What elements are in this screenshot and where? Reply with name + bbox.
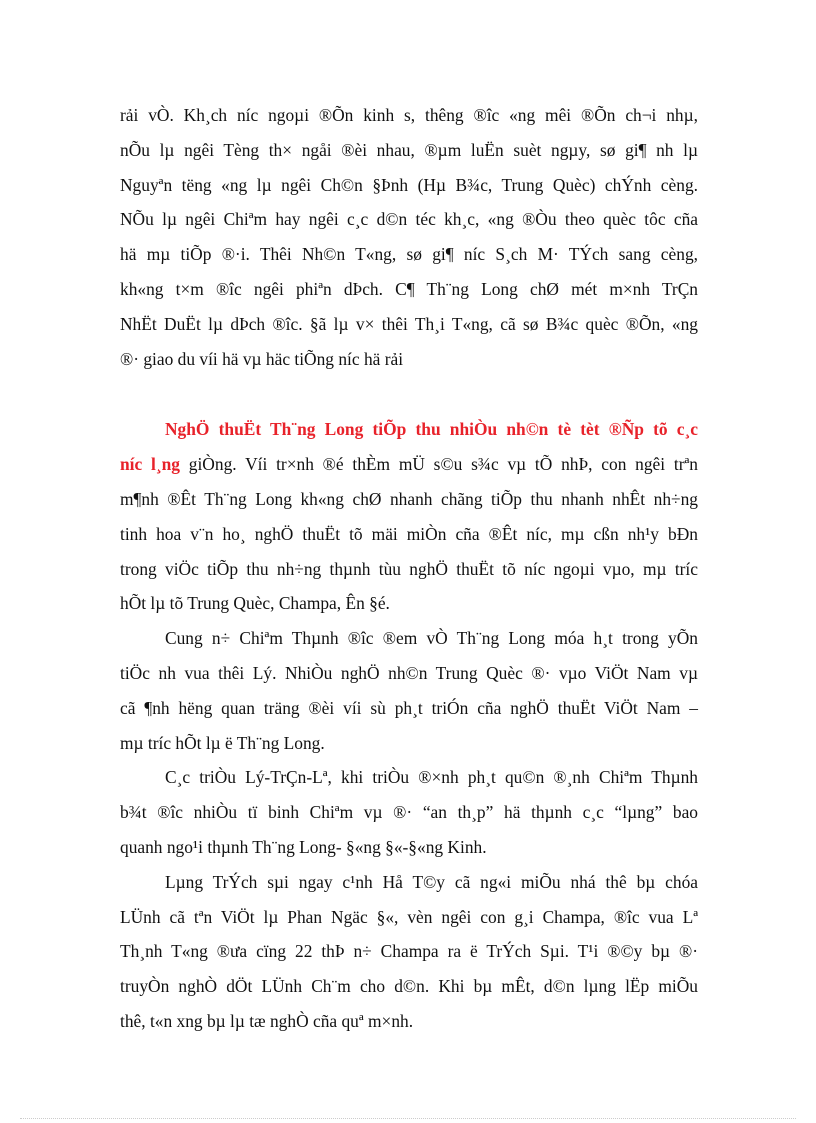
text-continuation: giÒng. Víi tr×nh ®é thÈm mÜ s©u s¾c vµ tÕ nhÞ, con ngêi trªn xyxy=(188,454,699,475)
highlighted-heading-text: níc l¸ng xyxy=(120,454,180,475)
text-line: nÕu lµ ngêi Tèng th× ngåi ®èi nhau, ®µm luËn suèt ngµy, sø gi¶ nh lµ xyxy=(120,139,698,160)
text-line: Cung n÷ Chiªm Thµnh ®îc ®em vÒ Th¨ng Long móa h¸t trong yÕn xyxy=(165,628,698,649)
paragraph-1 xyxy=(120,98,698,376)
text-line: C¸c triÒu Lý-TrÇn-Lª, khi triÒu ®×nh ph¸t qu©n ®¸nh Chiªm Thµnh xyxy=(165,767,698,788)
text-line: Nguyªn tëng «ng lµ ngêi Ch©n §Þnh (Hµ B¾c, Trung Quèc) chÝnh cèng. xyxy=(120,174,698,195)
text-line: rải vÒ. Kh¸ch níc ngoµi ®Õn kinh s, thêng ®îc «ng mêi ®Õn ch¬i nhµ, xyxy=(120,105,698,125)
text-line: mµ tríc hÕt lµ ë Th¨ng Long. xyxy=(120,732,325,753)
text-line: quanh ngo¹i thµnh Th¨ng Long- §«ng §«-§«ng Kinh. xyxy=(120,836,487,857)
text-line: trong viÖc tiÕp thu nh÷ng thµnh tùu nghÖ thuËt tõ níc ngoµi vµo, mµ tríc xyxy=(120,558,698,579)
text-line: Th¸nh T«ng ®ưa cïng 22 thÞ n÷ Champa ra ë TrÝch Sµi. T¹i ®©y bµ ®· xyxy=(120,941,698,962)
text-line: truyÒn nghÒ dÖt LÜnh Ch¨m cho d©n. Khi bµ mÊt, d©n lµng lËp miÕu xyxy=(120,976,698,997)
highlighted-heading-text: NghÖ thuËt Th¨ng Long tiÕp thu nhiÒu nh©n tè tèt ®Ñp tõ c¸c xyxy=(165,419,698,440)
text-line: hä mµ tiÕp ®·i. Thêi Nh©n T«ng, sø gi¶ níc S¸ch M· TÝch sang cèng, xyxy=(120,244,698,265)
text-line: NÕu lµ ngêi Chiªm hay ngêi c¸c d©n téc kh¸c, «ng ®Òu theo quèc tôc cña xyxy=(120,209,698,230)
text-line xyxy=(120,412,698,447)
text-line: tiÖc nh vua thêi Lý. NhiÒu nghÖ nh©n Trung Quèc ®· vµo ViÖt Nam vµ xyxy=(120,662,698,683)
text-line: cã ¶nh hëng quan träng ®èi víi sù ph¸t triÓn cña nghÖ thuËt ViÖt Nam – xyxy=(120,697,698,718)
text-line: LÜnh cã tªn ViÖt lµ Phan Ngäc §«, vèn ngêi con g¸i Champa, ®îc vua Lª xyxy=(120,906,698,927)
text-line: ®· giao du víi hä vµ häc tiÕng níc hä rải xyxy=(120,348,404,369)
paragraph-spacer xyxy=(120,376,698,412)
page-bottom-rule xyxy=(20,1118,796,1119)
text-line: kh«ng t×m ®îc ngêi phiªn dÞch. C¶ Th¨ng Long chØ mét m×nh TrÇn xyxy=(120,278,698,299)
paragraph-4 xyxy=(120,760,698,864)
text-line xyxy=(120,447,698,482)
paragraph-3 xyxy=(120,621,698,760)
text-line: thê, t«n xng bµ lµ tæ nghÒ cña quª m×nh. xyxy=(120,1010,414,1031)
paragraph-2 xyxy=(120,412,698,621)
text-line: hÕt lµ tõ Trung Quèc, Champa, Ên §é. xyxy=(120,593,390,614)
text-line: Lµng TrÝch sµi ngay c¹nh Hå T©y cã ng«i miÕu nhá thê bµ chóa xyxy=(165,871,698,892)
text-line: m¶nh ®Êt Th¨ng Long kh«ng chØ nhanh chãng tiÕp thu nhanh nhÊt nh÷ng xyxy=(120,488,698,509)
body-text xyxy=(120,98,698,1039)
paragraph-5 xyxy=(120,865,698,1039)
text-line: NhËt DuËt lµ dÞch ®îc. §ã lµ v× thêi Th¸i T«ng, cã sø B¾c quèc ®Õn, «ng xyxy=(120,313,698,334)
text-line: tinh hoa v¨n ho¸ nghÖ thuËt tõ mäi miÒn cña ®Êt níc, mµ cßn nh¹y bÐn xyxy=(120,523,698,544)
text-line: b¾t ®îc nhiÒu tï binh Chiªm vµ ®· “an th¸p” hä thµnh c¸c “lµng” bao xyxy=(120,802,698,823)
